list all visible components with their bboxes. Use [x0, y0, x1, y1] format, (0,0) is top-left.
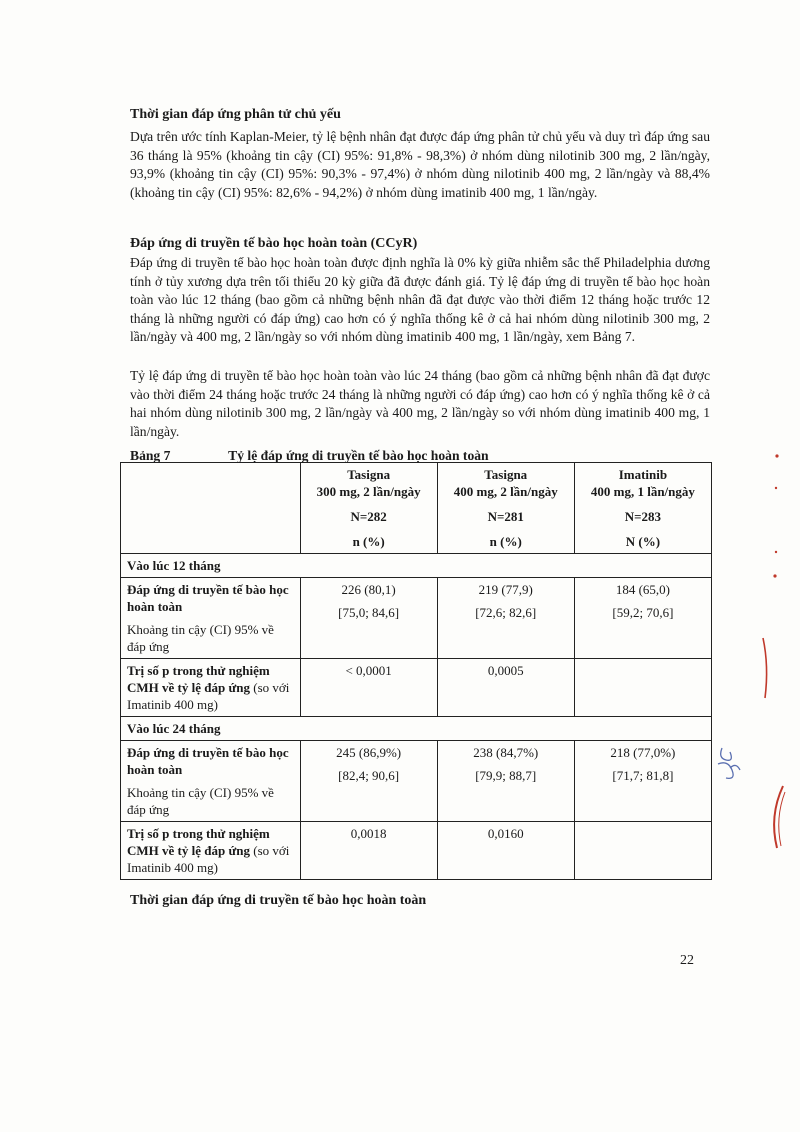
- table-row: [121, 659, 712, 717]
- table-number: Bảng 7: [130, 448, 171, 463]
- ci-value: [82,4; 90,6]: [338, 768, 400, 783]
- p-value-cell: [574, 659, 711, 717]
- col-name: Tasigna: [484, 467, 528, 482]
- col-unit: n (%): [489, 534, 522, 549]
- p-label-cell: [121, 822, 301, 880]
- col-dose: 400 mg, 1 lần/ngày: [590, 484, 695, 499]
- header-empty-cell: [121, 463, 301, 554]
- paragraph-ccyr-definition: Đáp ứng di truyền tế bào học hoàn toàn được định nghĩa là 0% kỳ giữa nhiễm sắc thể Philadelphia dương tính ở tủy xương dựa trên tối thiểu 20 kỳ giữa đã được đánh giá. Tỷ lệ đáp ứng di truyền tế bào học hoàn toàn vào lúc 12 tháng (bao gồm cả những bệnh nhân đã đạt được vào thời điểm 12 tháng hoặc trước 12 tháng là những người có đáp ứng) cao hơn có ý nghĩa thống kê ở cả hai nhóm dùng nilotinib 300 mg, 2 lần/ngày và 400 mg, 2 lần/ngày so với nhóm dùng imatinib 400 mg, 1 lần/ngày, xem Bảng 7.: [130, 255, 710, 344]
- col-n: N=281: [487, 509, 524, 524]
- table-header-row: [121, 463, 712, 554]
- header-col-tasigna-300: [300, 463, 437, 554]
- initials-signature-icon: [712, 742, 748, 782]
- stamp-margin-marks: [755, 440, 795, 860]
- response-value: 218 (77,0%): [610, 745, 676, 760]
- p-label-bold: Trị số p trong thử nghiệm CMH về tỷ lệ đáp ứng: [127, 826, 270, 858]
- p-value-cell: < 0,0001: [300, 659, 437, 717]
- stamp-arc-icon: [774, 786, 783, 848]
- p-value-cell: [574, 822, 711, 880]
- ci-value: [79,9; 88,7]: [475, 768, 537, 783]
- value-cell: [437, 578, 574, 659]
- p-value-cell: 0,0160: [437, 822, 574, 880]
- value-cell: [574, 741, 711, 822]
- row-label-cell: [121, 578, 301, 659]
- col-unit: n (%): [352, 534, 385, 549]
- table-section-row: [121, 717, 712, 741]
- paragraph-ccyr-24-months: Tỷ lệ đáp ứng di truyền tế bào học hoàn toàn vào lúc 24 tháng (bao gồm cả những bệnh nhân đã đạt được vào thời điểm 24 tháng hoặc trước 24 tháng là những người có đáp ứng) cao hơn có ý nghĩa thống kê ở cả hai nhóm dùng nilotinib 300 mg, 2 lần/ngày và 400 mg, 2 lần/ngày so với nhóm dùng imatinib 400 mg, 1 lần/ngày.: [130, 368, 710, 439]
- col-n: N=282: [350, 509, 387, 524]
- header-col-imatinib-400: [574, 463, 711, 554]
- value-cell: [437, 741, 574, 822]
- p-label-bold: Trị số p trong thử nghiệm CMH về tỷ lệ đáp ứng: [127, 663, 270, 695]
- value-cell: [300, 741, 437, 822]
- ci-label: Khoảng tin cậy (CI) 95% về đáp ứng: [127, 785, 274, 817]
- response-label: Đáp ứng di truyền tế bào học hoàn toàn: [127, 582, 289, 614]
- ci-value: [59,2; 70,6]: [612, 605, 674, 620]
- ci-value: [75,0; 84,6]: [338, 605, 400, 620]
- value-cell: [574, 578, 711, 659]
- page-number: 22: [680, 953, 694, 968]
- table-section-row: [121, 554, 712, 578]
- stamp-dot: [775, 487, 777, 489]
- stamp-dot: [775, 454, 778, 457]
- col-name: Tasigna: [347, 467, 391, 482]
- col-unit: N (%): [625, 534, 661, 549]
- stamp-dot: [775, 551, 777, 553]
- ci-value: [71,7; 81,8]: [612, 768, 674, 783]
- p-value-cell: 0,0018: [300, 822, 437, 880]
- response-value: 219 (77,9): [478, 582, 533, 597]
- paragraph-kaplan-meier: Dựa trên ước tính Kaplan-Meier, tỷ lệ bệnh nhân đạt được đáp ứng phân tử chủ yếu và duy trì đáp ứng sau 36 tháng là 95% (khoảng tin cậy (CI) 95%: 91,8% - 98,3%) ở nhóm dùng nilotinib 300 mg, 2 lần/ngày, 93,9% (khoảng tin cậy (CI) 95%: 90,3% - 97,4%) ở nhóm dùng nilotinib 400 mg, 2 lần/ngày và 88,4% (khoảng tin cậy (CI) 95%: 82,6% - 94,2%) ở nhóm dùng imatinib 400 mg, 1 lần/ngày.: [130, 129, 710, 200]
- response-value: 226 (80,1): [341, 582, 396, 597]
- p-value-cell: 0,0005: [437, 659, 574, 717]
- table-row: [121, 822, 712, 880]
- stamp-arc-icon: [779, 792, 785, 846]
- section-title-24-months: Vào lúc 24 tháng: [121, 717, 712, 741]
- p-label-cell: [121, 659, 301, 717]
- value-cell: [300, 578, 437, 659]
- table-7: [120, 462, 712, 880]
- ci-value: [72,6; 82,6]: [475, 605, 537, 620]
- p-label-rest: (so với Imatinib 400 mg): [127, 680, 290, 712]
- section-heading-molecular-response-time: Thời gian đáp ứng phân tử chủ yếu: [130, 107, 341, 122]
- ci-label: Khoảng tin cậy (CI) 95% về đáp ứng: [127, 622, 274, 654]
- response-value: 238 (84,7%): [473, 745, 539, 760]
- p-label-rest: (so với Imatinib 400 mg): [127, 843, 290, 875]
- col-n: N=283: [624, 509, 662, 524]
- col-dose: 300 mg, 2 lần/ngày: [316, 484, 421, 499]
- header-col-tasigna-400: [437, 463, 574, 554]
- response-label: Đáp ứng di truyền tế bào học hoàn toàn: [127, 745, 289, 777]
- stamp-dot: [773, 574, 776, 577]
- table-row: [121, 741, 712, 822]
- section-heading-ccyr-duration: Thời gian đáp ứng di truyền tế bào học hoàn toàn: [130, 893, 427, 908]
- response-value: 245 (86,9%): [336, 745, 402, 760]
- section-title-12-months: Vào lúc 12 tháng: [121, 554, 712, 578]
- section-heading-ccyr: Đáp ứng di truyền tế bào học hoàn toàn (CCyR): [130, 236, 418, 251]
- row-label-cell: [121, 741, 301, 822]
- stamp-arc-icon: [763, 638, 767, 698]
- table-title: Tỷ lệ đáp ứng di truyền tế bào học hoàn toàn: [228, 448, 489, 463]
- col-name: Imatinib: [618, 467, 668, 482]
- response-value: 184 (65,0): [615, 582, 670, 597]
- col-dose: 400 mg, 2 lần/ngày: [453, 484, 558, 499]
- table-row: [121, 578, 712, 659]
